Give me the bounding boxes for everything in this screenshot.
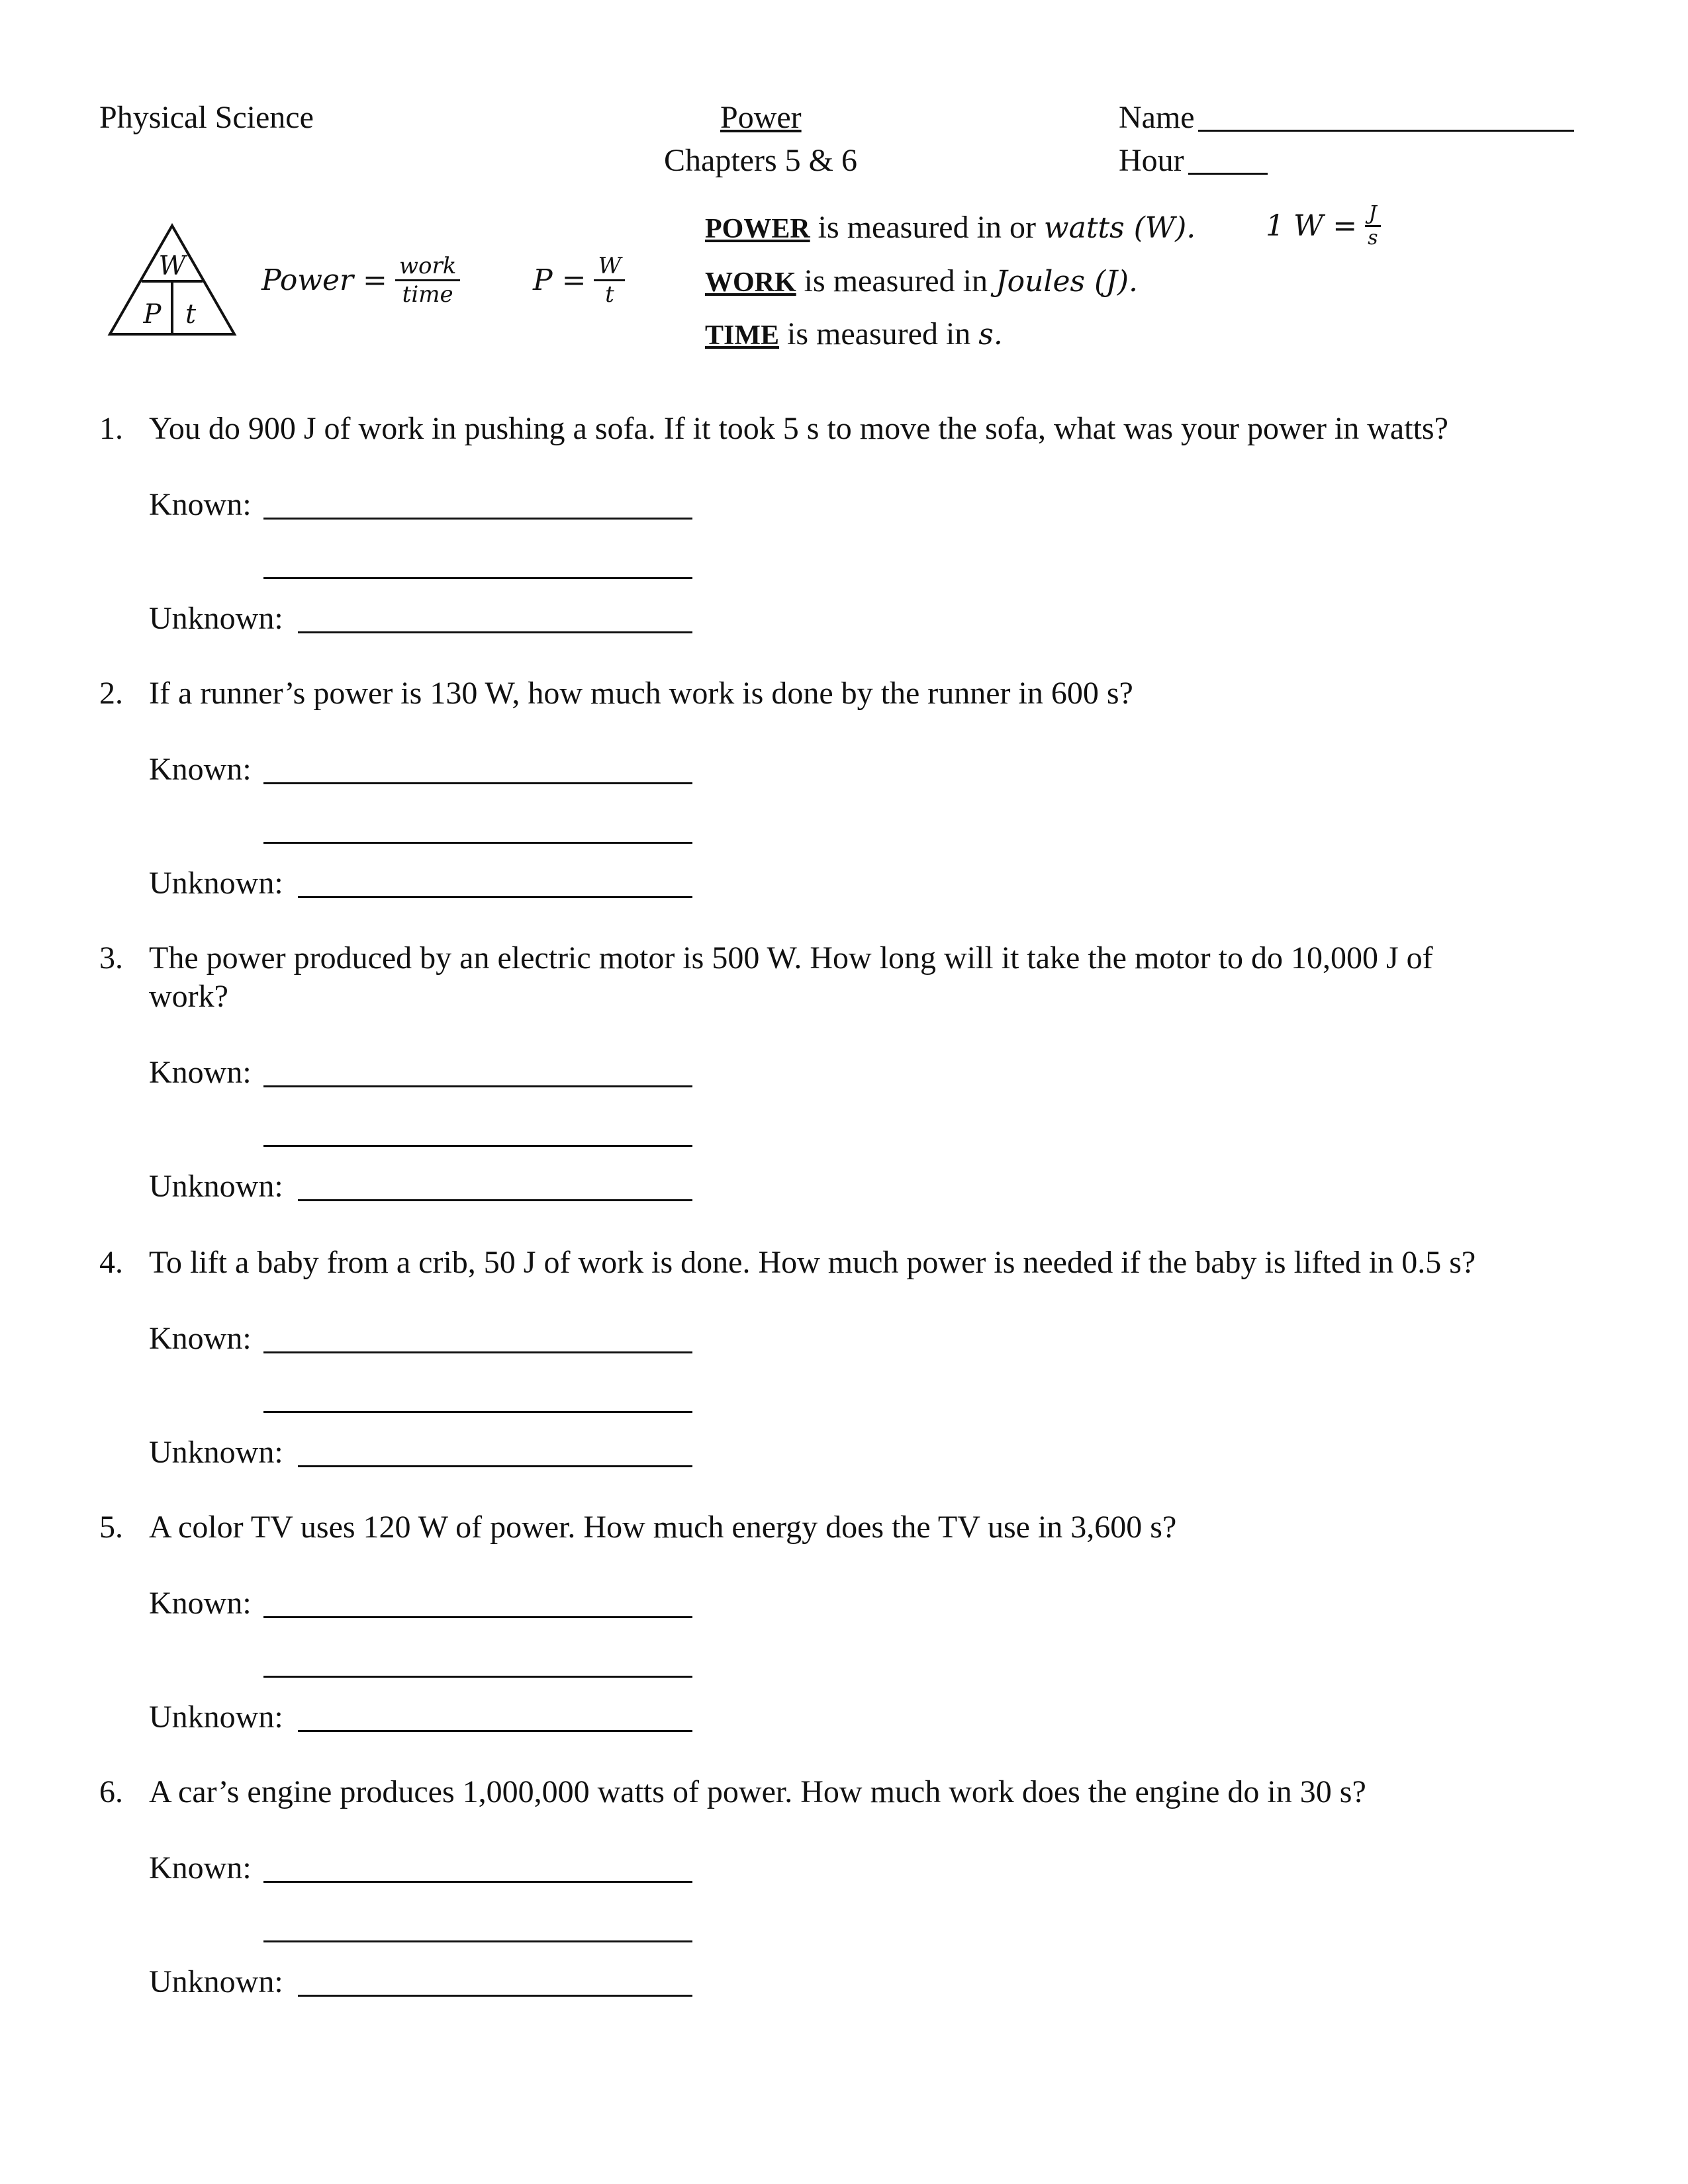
question-text: The power produced by an electric motor is 500 W. How long will it take the motor to do 10,000 J of [149, 940, 1433, 976]
unknown-label: Unknown: [149, 866, 283, 901]
power-numerator: work [395, 253, 460, 281]
hour-label: Hour [1119, 143, 1184, 178]
known-answer-line[interactable] [263, 1085, 692, 1087]
course-title: Physical Science [99, 100, 314, 135]
question-text: work? [149, 979, 228, 1014]
known-answer-line-2[interactable] [263, 1145, 692, 1147]
work-key: WORK [705, 267, 796, 298]
hour-field[interactable] [1188, 173, 1268, 175]
unknown-answer-line[interactable] [298, 1730, 692, 1732]
power-word-lhs: Power = [261, 263, 387, 297]
unknown-label: Unknown: [149, 601, 283, 636]
work-unit-name: Joules (J). [995, 265, 1139, 298]
symbol-numerator: W [594, 253, 625, 281]
known-answer-line[interactable] [263, 1616, 692, 1618]
unknown-label: Unknown: [149, 1700, 283, 1735]
name-field[interactable] [1198, 130, 1574, 132]
known-answer-line-2[interactable] [263, 1940, 692, 1942]
known-answer-line-2[interactable] [263, 842, 692, 844]
page-title: Power [720, 100, 802, 135]
time-unit-line [705, 316, 1003, 354]
known-label: Known: [149, 752, 252, 787]
power-denominator: time [402, 281, 453, 308]
question-text: A car’s engine produces 1,000,000 watts of power. How much work does the engine do in 30 s? [149, 1774, 1366, 1809]
known-answer-line[interactable] [263, 1351, 692, 1353]
question-text: If a runner’s power is 130 W, how much work is done by the runner in 600 s? [149, 676, 1133, 711]
question-number: 2. [99, 676, 123, 711]
known-answer-line-2[interactable] [263, 1676, 692, 1678]
unknown-answer-line[interactable] [298, 896, 692, 898]
power-symbol-formula [533, 253, 625, 308]
known-label: Known: [149, 1055, 252, 1090]
time-unit-text: is measured in [779, 316, 979, 351]
chapters-subtitle: Chapters 5 & 6 [664, 143, 857, 178]
question-number: 6. [99, 1774, 123, 1809]
known-answer-line[interactable] [263, 782, 692, 784]
question-number: 5. [99, 1510, 123, 1545]
watt-numerator: J [1365, 203, 1381, 227]
power-unit-line [705, 209, 1196, 248]
power-word-formula [261, 253, 460, 308]
unknown-label: Unknown: [149, 1169, 283, 1204]
known-answer-line[interactable] [263, 1881, 692, 1883]
watt-definition [1266, 203, 1382, 250]
question-text: To lift a baby from a crib, 50 J of work is done. How much power is needed if the baby is lifted in 0.5 s? [149, 1245, 1476, 1280]
symbol-denominator: t [605, 281, 614, 308]
unknown-label: Unknown: [149, 1964, 283, 1999]
unknown-answer-line[interactable] [298, 1465, 692, 1467]
power-unit-text: is measured in or [810, 210, 1044, 245]
known-answer-line-2[interactable] [263, 577, 692, 579]
question-text: A color TV uses 120 W of power. How much energy does the TV use in 3,600 s? [149, 1510, 1177, 1545]
watt-denominator: s [1368, 226, 1378, 250]
power-key: POWER [705, 214, 810, 244]
power-symbol-lhs: P = [533, 263, 586, 297]
unknown-answer-line[interactable] [298, 1199, 692, 1201]
name-label: Name [1119, 100, 1195, 135]
time-key: TIME [705, 320, 780, 351]
triangle-t: t [185, 299, 197, 330]
known-label: Known: [149, 1586, 252, 1621]
triangle-p: P [143, 299, 162, 330]
unknown-answer-line[interactable] [298, 1995, 692, 1997]
known-label: Known: [149, 1850, 252, 1886]
known-label: Known: [149, 487, 252, 522]
unknown-answer-line[interactable] [298, 631, 692, 633]
known-answer-line-2[interactable] [263, 1411, 692, 1413]
time-unit-name: s. [978, 318, 1003, 351]
known-label: Known: [149, 1321, 252, 1356]
question-number: 1. [99, 411, 123, 446]
question-text: You do 900 J of work in pushing a sofa. If it took 5 s to move the sofa, what was your power in watts? [149, 411, 1448, 446]
watt-lhs: 1 W = [1266, 209, 1358, 243]
watt-fraction [1364, 203, 1382, 250]
power-triangle-diagram [106, 222, 238, 338]
unknown-label: Unknown: [149, 1435, 283, 1470]
question-number: 3. [99, 940, 123, 976]
work-unit-text: is measured in [796, 263, 996, 298]
power-unit-name: watts (W). [1043, 211, 1196, 245]
work-unit-line [705, 263, 1138, 301]
question-number: 4. [99, 1245, 123, 1280]
power-fraction [395, 253, 460, 308]
known-answer-line[interactable] [263, 518, 692, 520]
triangle-w: W [158, 251, 186, 281]
symbol-fraction [594, 253, 625, 308]
